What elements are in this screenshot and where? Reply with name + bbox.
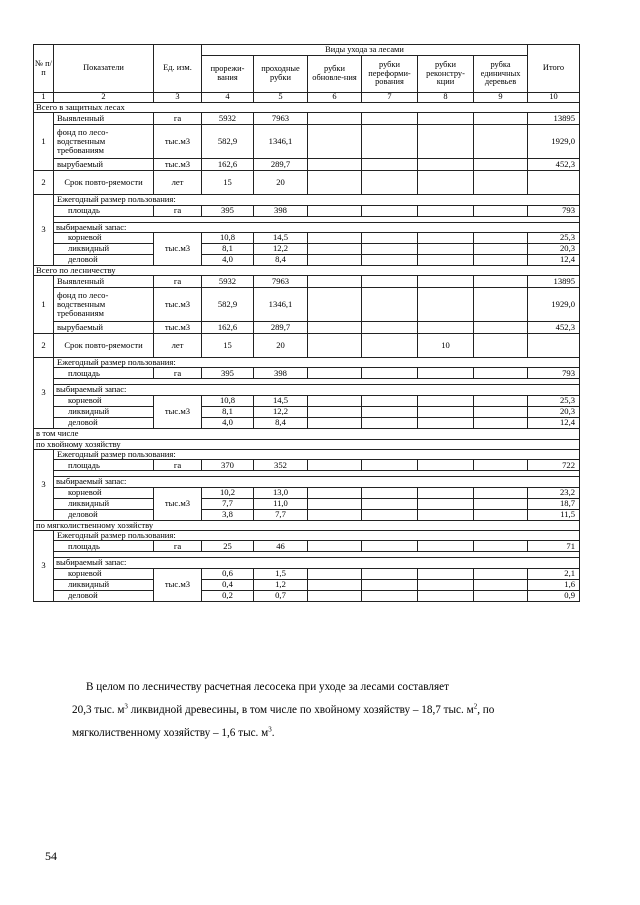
unit-cell: тыс.м3 <box>154 487 202 520</box>
total-cell: 2,1 <box>528 568 580 579</box>
value-cell: 370 <box>202 460 254 471</box>
value-cell: 1346,1 <box>254 125 308 159</box>
row-number: 1 <box>34 113 54 171</box>
total-cell: 1929,0 <box>528 125 580 159</box>
row-number: 3 <box>34 530 54 601</box>
value-cell: 8,1 <box>202 406 254 417</box>
value-cell: 46 <box>254 541 308 552</box>
total-cell: 25,3 <box>528 232 580 243</box>
value-cell: 0,7 <box>254 590 308 601</box>
subsection-label: выбираемый запас: <box>54 558 580 568</box>
unit-cell: тыс.м3 <box>154 395 202 428</box>
value-cell: 5932 <box>202 113 254 125</box>
value-cell: 289,7 <box>254 322 308 334</box>
value-cell: 352 <box>254 460 308 471</box>
total-cell: 11,5 <box>528 509 580 520</box>
total-cell: 452,3 <box>528 159 580 171</box>
row-label: деловой <box>54 509 154 520</box>
unit-cell: га <box>154 276 202 288</box>
col-num: 2 <box>54 93 154 103</box>
row-number: 2 <box>34 334 54 358</box>
value-cell: 15 <box>202 171 254 195</box>
value-cell: 14,5 <box>254 395 308 406</box>
value-cell: 4,0 <box>202 417 254 428</box>
row-label: площадь <box>54 205 154 216</box>
header-col-single-trees: рубка единичных деревьев <box>474 56 528 93</box>
row-label: вырубаемый <box>54 159 154 171</box>
row-number: 3 <box>34 195 54 266</box>
value-cell: 582,9 <box>202 288 254 322</box>
total-cell: 71 <box>528 541 580 552</box>
subsection-label: Ежегодный размер пользования: <box>54 450 580 460</box>
col-num: 5 <box>254 93 308 103</box>
row-label: деловой <box>54 417 154 428</box>
unit-cell: тыс.м3 <box>154 159 202 171</box>
value-cell: 7963 <box>254 113 308 125</box>
row-label: вырубаемый <box>54 322 154 334</box>
col-num: 9 <box>474 93 528 103</box>
section-title: по хвойному хозяйству <box>34 439 580 449</box>
col-num: 7 <box>362 93 418 103</box>
unit-cell: га <box>154 368 202 379</box>
row-label: ликвидный <box>54 406 154 417</box>
total-cell: 20,3 <box>528 243 580 254</box>
section-title: в том числе <box>34 428 580 439</box>
value-cell: 395 <box>202 205 254 216</box>
total-cell: 793 <box>528 205 580 216</box>
row-number: 2 <box>34 171 54 195</box>
header-col-passing: проходные рубки <box>254 56 308 93</box>
unit-cell: лет <box>154 334 202 358</box>
header-care-types: Виды ухода за лесами <box>202 45 528 56</box>
value-cell: 8,4 <box>254 417 308 428</box>
col-num: 6 <box>308 93 362 103</box>
unit-cell: га <box>154 113 202 125</box>
row-number: 3 <box>34 450 54 521</box>
column-number-row <box>34 93 580 103</box>
summary-paragraph <box>72 676 560 745</box>
section-title: Всего в защитных лесах <box>34 103 580 113</box>
value-cell: 1,5 <box>254 568 308 579</box>
col-num: 3 <box>154 93 202 103</box>
total-cell: 20,3 <box>528 406 580 417</box>
value-cell: 12,2 <box>254 243 308 254</box>
row-number: 1 <box>34 276 54 334</box>
row-label: ликвидный <box>54 498 154 509</box>
total-cell: 1929,0 <box>528 288 580 322</box>
value-cell: 398 <box>254 368 308 379</box>
value-cell: 1346,1 <box>254 288 308 322</box>
total-cell: 25,3 <box>528 395 580 406</box>
row-label: корневой <box>54 487 154 498</box>
row-number: 3 <box>34 358 54 429</box>
header-indicators: Показатели <box>54 45 154 93</box>
value-cell: 25 <box>202 541 254 552</box>
value-cell: 398 <box>254 205 308 216</box>
value-cell: 0,6 <box>202 568 254 579</box>
unit-cell: лет <box>154 171 202 195</box>
value-cell: 7,7 <box>254 509 308 520</box>
total-cell: 13895 <box>528 113 580 125</box>
row-label: ликвидный <box>54 243 154 254</box>
total-cell: 12,4 <box>528 254 580 265</box>
unit-cell: тыс.м3 <box>154 322 202 334</box>
unit-cell: тыс.м3 <box>154 288 202 322</box>
total-cell: 1,6 <box>528 579 580 590</box>
total-cell: 13895 <box>528 276 580 288</box>
value-cell: 15 <box>202 334 254 358</box>
value-cell: 20 <box>254 171 308 195</box>
value-cell: 10,2 <box>202 487 254 498</box>
section-title: Всего по лесничеству <box>34 265 580 275</box>
total-cell: 18,7 <box>528 498 580 509</box>
value-cell: 0,4 <box>202 579 254 590</box>
col-num: 4 <box>202 93 254 103</box>
row-label: Выявленный <box>54 276 154 288</box>
row-label: площадь <box>54 368 154 379</box>
subsection-label: Ежегодный размер пользования: <box>54 358 580 368</box>
paragraph-line-2: 20,3 тыс. $м^3$ ликвидной древесины, в том числе по хвойному хозяйству – 18,7 тыс. $м^2$, по <box>72 702 495 716</box>
unit-cell: тыс.м3 <box>154 568 202 601</box>
row-label: ликвидный <box>54 579 154 590</box>
total-cell: 23,2 <box>528 487 580 498</box>
value-cell: 10 <box>418 334 474 358</box>
value-cell: 11,0 <box>254 498 308 509</box>
value-cell: 8,1 <box>202 243 254 254</box>
value-cell: 0,2 <box>202 590 254 601</box>
total-cell: 12,4 <box>528 417 580 428</box>
paragraph-line-3: мягколиственному хозяйству – 1,6 тыс. $м^3$. <box>72 725 275 739</box>
value-cell: 12,2 <box>254 406 308 417</box>
value-cell: 289,7 <box>254 159 308 171</box>
value-cell: 1,2 <box>254 579 308 590</box>
value-cell: 4,0 <box>202 254 254 265</box>
total-cell: 0,9 <box>528 590 580 601</box>
col-num: 10 <box>528 93 580 103</box>
total-cell: 793 <box>528 368 580 379</box>
subsection-label: выбираемый запас: <box>54 385 580 395</box>
row-label: Срок повто-ряемости <box>54 171 154 195</box>
value-cell: 582,9 <box>202 125 254 159</box>
value-cell: 395 <box>202 368 254 379</box>
header-unit: Ед. изм. <box>154 45 202 93</box>
value-cell: 7,7 <box>202 498 254 509</box>
value-cell: 13,0 <box>254 487 308 498</box>
header-col-renewal: рубки обновле-ния <box>308 56 362 93</box>
unit-cell: тыс.м3 <box>154 125 202 159</box>
subsection-label: Ежегодный размер пользования: <box>54 195 580 205</box>
row-label: Выявленный <box>54 113 154 125</box>
col-num: 1 <box>34 93 54 103</box>
value-cell: 162,6 <box>202 159 254 171</box>
paragraph-line-1: В целом по лесничеству расчетная лесосека при уходе за лесами составляет <box>86 681 449 693</box>
page-number: 54 <box>45 849 57 863</box>
section-title: по мягколиственному хозяйству <box>34 520 580 530</box>
value-cell: 20 <box>254 334 308 358</box>
total-cell: 452,3 <box>528 322 580 334</box>
value-cell: 162,6 <box>202 322 254 334</box>
row-label: корневой <box>54 568 154 579</box>
value-cell: 8,4 <box>254 254 308 265</box>
value-cell: 5932 <box>202 276 254 288</box>
unit-cell: га <box>154 541 202 552</box>
value-cell: 3,8 <box>202 509 254 520</box>
subsection-label: выбираемый запас: <box>54 222 580 232</box>
unit-cell: тыс.м3 <box>154 232 202 265</box>
value-cell: 14,5 <box>254 232 308 243</box>
header-col-reformation: рубки переформи-рования <box>362 56 418 93</box>
unit-cell: га <box>154 460 202 471</box>
row-label: корневой <box>54 232 154 243</box>
value-cell: 7963 <box>254 276 308 288</box>
subsection-label: выбираемый запас: <box>54 477 580 487</box>
row-label: корневой <box>54 395 154 406</box>
forest-care-table <box>33 44 580 602</box>
col-num: 8 <box>418 93 474 103</box>
total-cell: 722 <box>528 460 580 471</box>
subsection-label: Ежегодный размер пользования: <box>54 530 580 540</box>
row-label: фонд по лесо-водственным требованиям <box>54 288 154 322</box>
row-label: площадь <box>54 541 154 552</box>
row-label: деловой <box>54 254 154 265</box>
row-label: фонд по лесо-водственным требованиям <box>54 125 154 159</box>
value-cell: 10,8 <box>202 395 254 406</box>
row-label: площадь <box>54 460 154 471</box>
unit-cell: га <box>154 205 202 216</box>
header-col-reconstruction: рубки реконстру-кции <box>418 56 474 93</box>
header-no: № п/ п <box>34 45 54 93</box>
row-label: деловой <box>54 590 154 601</box>
row-label: Срок повто-ряемости <box>54 334 154 358</box>
value-cell: 10,8 <box>202 232 254 243</box>
header-total: Итого <box>528 45 580 93</box>
header-col-thinning: прорежи-вания <box>202 56 254 93</box>
